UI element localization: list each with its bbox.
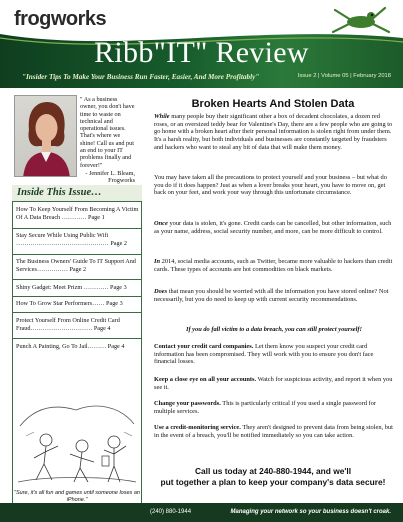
masthead <box>0 0 403 88</box>
divider <box>12 338 142 339</box>
paragraph-text: many people buy their significant other a box of decadent chocolates, a dozen red roses, or an oversized teddy bear for Valentine's Day, there are a few people who are going to go home with a broken heart after their personal information is stolen right from under them. It's a harsh reality, but both individuals and businesses are constantly targeted by fraudsters and hackers who want to steal any bit of data that will make them money. <box>154 113 393 151</box>
newsletter-title: Ribb"IT" Review <box>94 36 309 69</box>
tip-paragraph <box>154 400 394 415</box>
article-paragraph <box>154 174 394 197</box>
toc-item[interactable]: Stay Secure While Using Public Wifi ……………………………………… Page 2 <box>16 232 128 247</box>
paragraph-lead: Does <box>154 288 168 295</box>
paragraph-lead: While <box>154 113 170 120</box>
tip-lead: Contact your credit card companies. <box>154 343 254 350</box>
article-paragraph <box>154 258 394 273</box>
cartoon-illustration <box>16 396 138 488</box>
cta-line: put together a plan to keep your company's data secure! <box>160 477 386 487</box>
divider <box>12 312 142 313</box>
author-quote <box>80 96 135 185</box>
frog-icon <box>325 2 395 36</box>
tip-paragraph <box>154 343 394 366</box>
paragraph-text: 2014, social media accounts, such as Twitter, became more valuable to hackers than credit cards. These types of accounts are hot commodities on black markets. <box>154 258 393 273</box>
divider <box>12 296 142 297</box>
toc-item[interactable]: Punch A Painting, Go To Jail……… Page 4 <box>16 343 125 350</box>
article-subhead: If you do fall victim to a data breach, you can still protect yourself! <box>185 326 363 333</box>
divider <box>12 228 142 229</box>
cartoon-caption: "Sure, it's all fun and games until someone loses an iPhone." <box>14 490 140 503</box>
frogworks-logo: frogworks <box>14 8 107 30</box>
tip-lead: Change your passwords. <box>154 400 221 407</box>
tip-lead: Keep a close eye on all your accounts. <box>154 376 257 383</box>
footer-phone[interactable]: (240) 880-1944 <box>150 509 192 515</box>
toc-item[interactable]: How To Keep Yourself From Becoming A Victim Of A Data Breach ………… Page 1 <box>16 206 139 221</box>
paragraph-text: your data is stolen, it's gone. Credit cards can be cancelled, but other information, such as your name, address, social security number, and more, can be more difficult to control. <box>154 220 392 235</box>
issue-info: Issue 2 | Volume 05 | February 2018 <box>297 73 391 79</box>
article-paragraph <box>154 220 394 235</box>
quote-text: " As a business owner, you don't have time to waste on technical and operational issues. That's where we shine! Call us and put an end to your IT problems finally and forever!" <box>80 96 135 169</box>
article-paragraph <box>154 113 394 152</box>
paragraph-text: You may have taken all the precautions to protect yourself and your business – but what do you do if it does happen? Just as when a lover breaks your heart, you have to move on, get back on your feet, and work your way through this unfortunate circumstance. <box>154 174 387 197</box>
tip-paragraph <box>154 424 394 439</box>
tip-paragraph <box>154 376 394 391</box>
article-headline: Broken Hearts And Stolen Data <box>191 98 355 110</box>
toc-item[interactable]: How To Grow Star Performers…… Page 3 <box>16 300 123 307</box>
divider <box>12 279 142 280</box>
paragraph-text: that mean you should be worried with all the information you have stored online? Not necessarily, but you do need to keep up with current security recommendations. <box>154 288 389 303</box>
tip-text: Let them know you suspect your credit card information has been compromised. They will work with you to ensure you don't face financial losses. <box>154 343 374 366</box>
tip-text: They aren't designed to prevent data from being stolen, but in the event of a breach, you'll be notified immediately so you can take action. <box>154 424 393 439</box>
tip-lead: Use a credit-monitoring service. <box>154 424 241 431</box>
article-paragraph <box>154 288 394 303</box>
call-to-action <box>150 466 396 488</box>
quote-attribution: - Jennifer L. Bleam, Frogworks <box>85 169 135 185</box>
toc-item[interactable]: The Business Owners' Guide To IT Support And Services…………… Page 2 <box>16 258 136 273</box>
paragraph-lead: Once <box>154 220 168 227</box>
inside-this-issue-title: Inside This Issue… <box>12 185 142 202</box>
tip-text: This is particularly critical if you used a single password for multiple services. <box>154 400 377 415</box>
footer-tagline: Managing your network so your business doesn't croak. <box>230 509 391 515</box>
author-photo <box>14 95 77 177</box>
divider <box>12 254 142 255</box>
tip-text: Watch for suspicious activity, and report it when you see it. <box>154 376 393 391</box>
toc-item[interactable]: Protect Yourself From Online Credit Card Fraud………………………… Page 4 <box>16 317 120 332</box>
paragraph-lead: In <box>154 258 161 265</box>
tagline: "Insider Tips To Make Your Business Run Faster, Easier, And More Profitably" <box>22 73 260 81</box>
toc-item[interactable]: Shiny Gadget: Meet Prizm ………… Page 3 <box>16 284 127 291</box>
cta-line: Call us today at 240-880-1944, and we'll <box>194 466 352 476</box>
